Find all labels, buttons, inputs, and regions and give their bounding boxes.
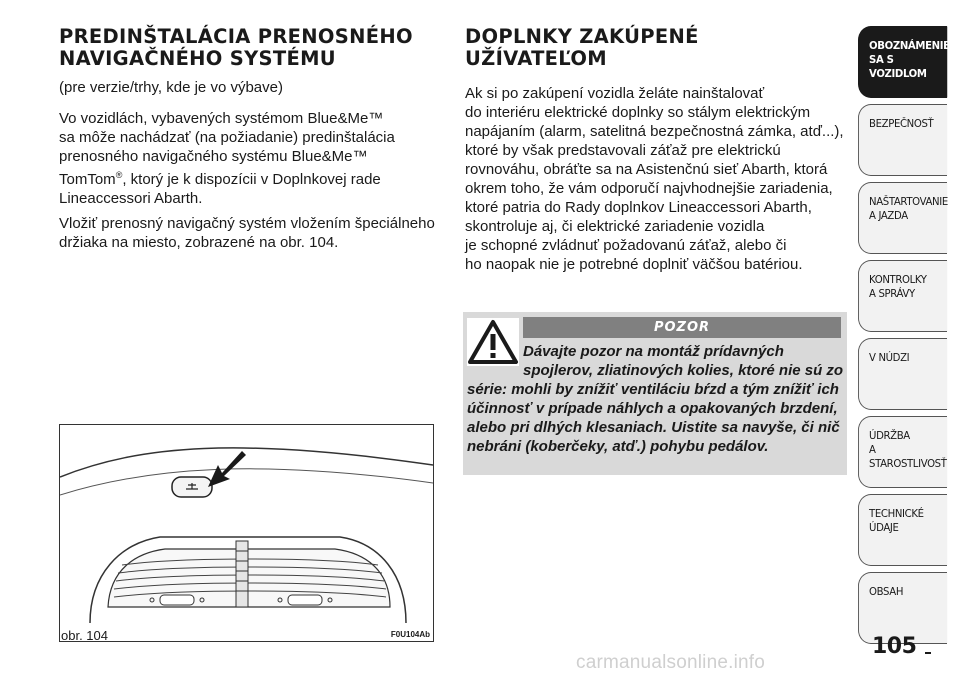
warning-text-container xyxy=(467,342,845,456)
paragraph-accessories: Ak si po zakúpení vozidla želáte nainštalovať do interiéru elektrické doplnky so stálym elektrickým napájaním (alarm, satelitná bezpečnostná zámka, atď...), ktoré by však predstavovali záťaž pre elektrickú rovnováhu, obráťte sa na Asistenčnú sieť Abarth, ktorá okrem toho, že vám odporučí najvhodnejšie zariadenia, ktoré patria do Rady doplnkov Lineaccessori Abarth, skontroluje aj, či elektrické zariadenie vozidla je schopné zvládnuť požadovanú záťaž, alebo či ho naopak nie je potrebné doplniť väčšou batériou. xyxy=(465,85,844,273)
figure-dashboard-vent xyxy=(59,424,434,642)
chapter-tabs xyxy=(858,26,960,650)
registered-mark: ® xyxy=(115,170,123,180)
left-column xyxy=(59,26,449,252)
warning-title: POZOR xyxy=(523,317,841,338)
page-number-dot xyxy=(925,652,931,654)
dashboard-vent-illustration xyxy=(60,425,433,641)
page-number: 105 xyxy=(872,634,917,659)
paragraph-navigation-2: Vložiť prenosný navigačný systém vložením špeciálneho držiaka na miesto, zobrazené na obr. 104. xyxy=(59,215,435,251)
chapter-tab-7[interactable]: TECHNICKÉ ÚDAJE xyxy=(858,494,947,566)
section-subtitle: (pre verzie/trhy, kde je vo výbave) xyxy=(59,79,283,96)
figure-code: F0U104Ab xyxy=(390,630,430,639)
chapter-tab-8[interactable]: OBSAH xyxy=(858,572,947,644)
figure-caption xyxy=(59,628,434,644)
chapter-tab-4[interactable]: KONTROLKY A SPRÁVY xyxy=(858,260,947,332)
paragraph-navigation-1-part-b: , ktorý je k dispozícii v Doplnkovej rade Lineaccessori Abarth. xyxy=(59,171,381,207)
watermark: carmanualsonline.info xyxy=(576,652,766,673)
chapter-tab-6[interactable]: ÚDRŽBA A STAROSTLIVOSŤ xyxy=(858,416,947,488)
chapter-tab-2[interactable]: BEZPEČNOSŤ xyxy=(858,104,947,176)
section-heading-navigation: PREDINŠTALÁCIA PRENOSNÉHO NAVIGAČNÉHO SYSTÉMU xyxy=(59,25,413,70)
warning-box xyxy=(463,312,847,475)
figure-label: obr. 104 xyxy=(61,628,108,643)
chapter-tab-1[interactable]: OBOZNÁMENIE SA S VOZIDLOM xyxy=(858,26,947,98)
section-heading-accessories: DOPLNKY ZAKÚPENÉ UŽÍVATEĽOM xyxy=(465,25,699,70)
chapter-tab-5[interactable]: V NÚDZI xyxy=(858,338,947,410)
right-column xyxy=(465,26,855,274)
chapter-tab-3[interactable]: NAŠTARTOVANIE A JAZDA xyxy=(858,182,947,254)
warning-text: Dávajte pozor na montáž prídavných spojlerov, zliatinových kolies, ktoré nie sú zo série: mohli by znížiť ventiláciu bŕzd a tým znížiť ich účinnosť v prípade náhlych a opakovaných brzdení, alebo pri dlhých klesaniach. Uistite sa navyše, či nič nebráni (koberčeky, atď.) pohybu pedálov. xyxy=(467,343,844,455)
paragraph-navigation-1 xyxy=(59,109,449,208)
paragraph-navigation-1-part-a: Vo vozidlách, vybavených systémom Blue&Me™ sa môže nachádzať (na požiadanie) predinštalácia prenosného navigačného systému Blue&Me™ TomTom xyxy=(59,110,395,188)
